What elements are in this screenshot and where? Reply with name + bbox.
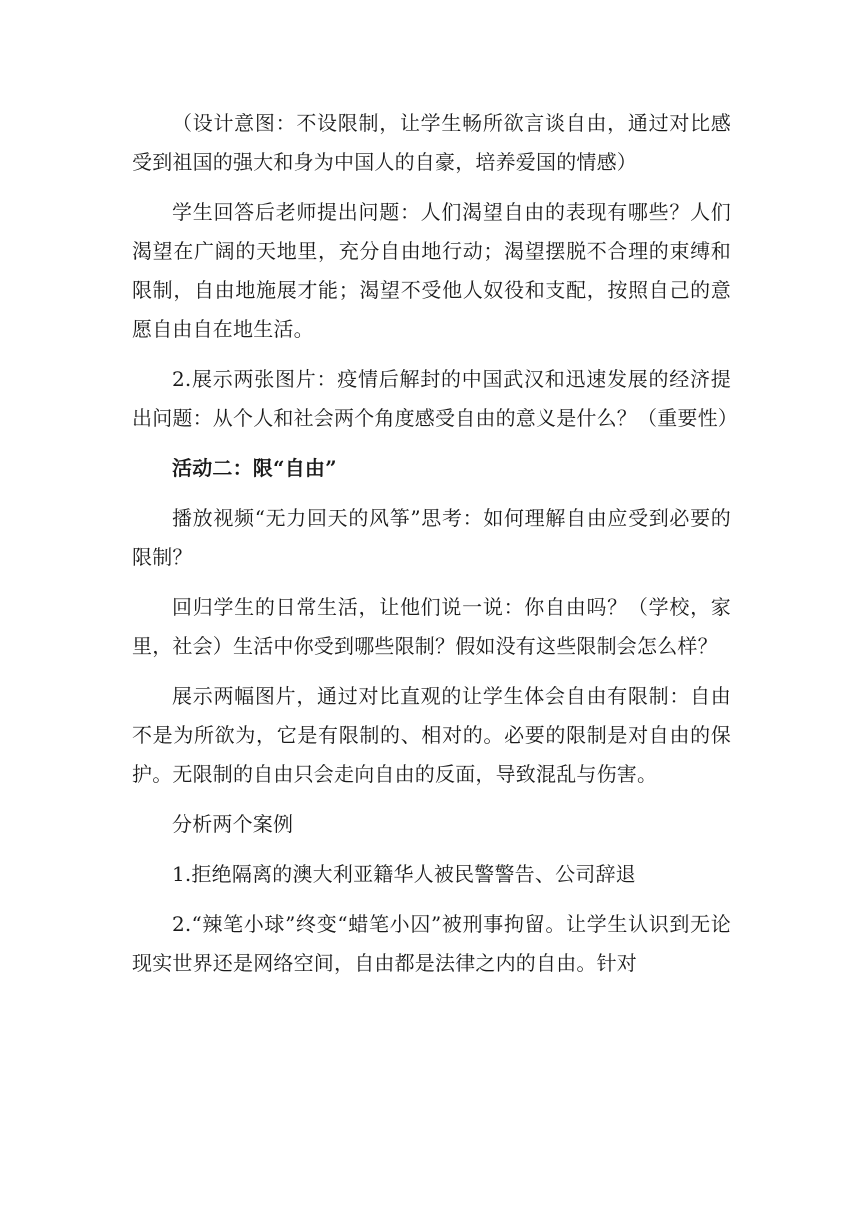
paragraph-teacher-question: 学生回答后老师提出问题：人们渴望自由的表现有哪些？人们渴望在广阔的天地里，充分自由地行动；渴望摆脱不合理的束缚和限制，自由地施展才能；渴望不受他人奴役和支配，按照自己的意愿自由自在地生活。 [132, 200, 731, 341]
paragraph-show-pictures: 2.展示两张图片：疫情后解封的中国武汉和迅速发展的经济提出问题：从个人和社会两个角度感受自由的意义是什么？（重要性） [132, 367, 738, 430]
list-item-case-one: 1.拒绝隔离的澳大利亚籍华人被民警警告、公司辞退 [172, 862, 636, 886]
paragraph-compare-pictures: 展示两幅图片，通过对比直观的让学生体会自由有限制：自由不是为所欲为，它是有限制的、相对的。必要的限制是对自由的保护。无限制的自由只会走向自由的反面，导致混乱与伤害。 [132, 684, 731, 786]
section-heading-activity-two: 活动二：限“自由” [172, 456, 337, 480]
list-item-case-two: 2.“辣笔小球”终变“蜡笔小囚”被刑事拘留。让学生认识到无论现实世界还是网络空间，自由都是法律之内的自由。针对 [132, 912, 731, 975]
paragraph-design-intent: （设计意图：不设限制，让学生畅所欲言谈自由，通过对比感受到祖国的强大和身为中国人的自豪，培养爱国的情感） [132, 111, 731, 174]
paragraph-analyze-cases: 分析两个案例 [172, 812, 294, 836]
paragraph-play-video: 播放视频“无力回天的风筝”思考：如何理解自由应受到必要的限制？ [132, 506, 731, 569]
paragraph-daily-life: 回归学生的日常生活，让他们说一说：你自由吗？（学校，家里，社会）生活中你受到哪些限制？假如没有这些限制会怎么样？ [132, 595, 731, 658]
